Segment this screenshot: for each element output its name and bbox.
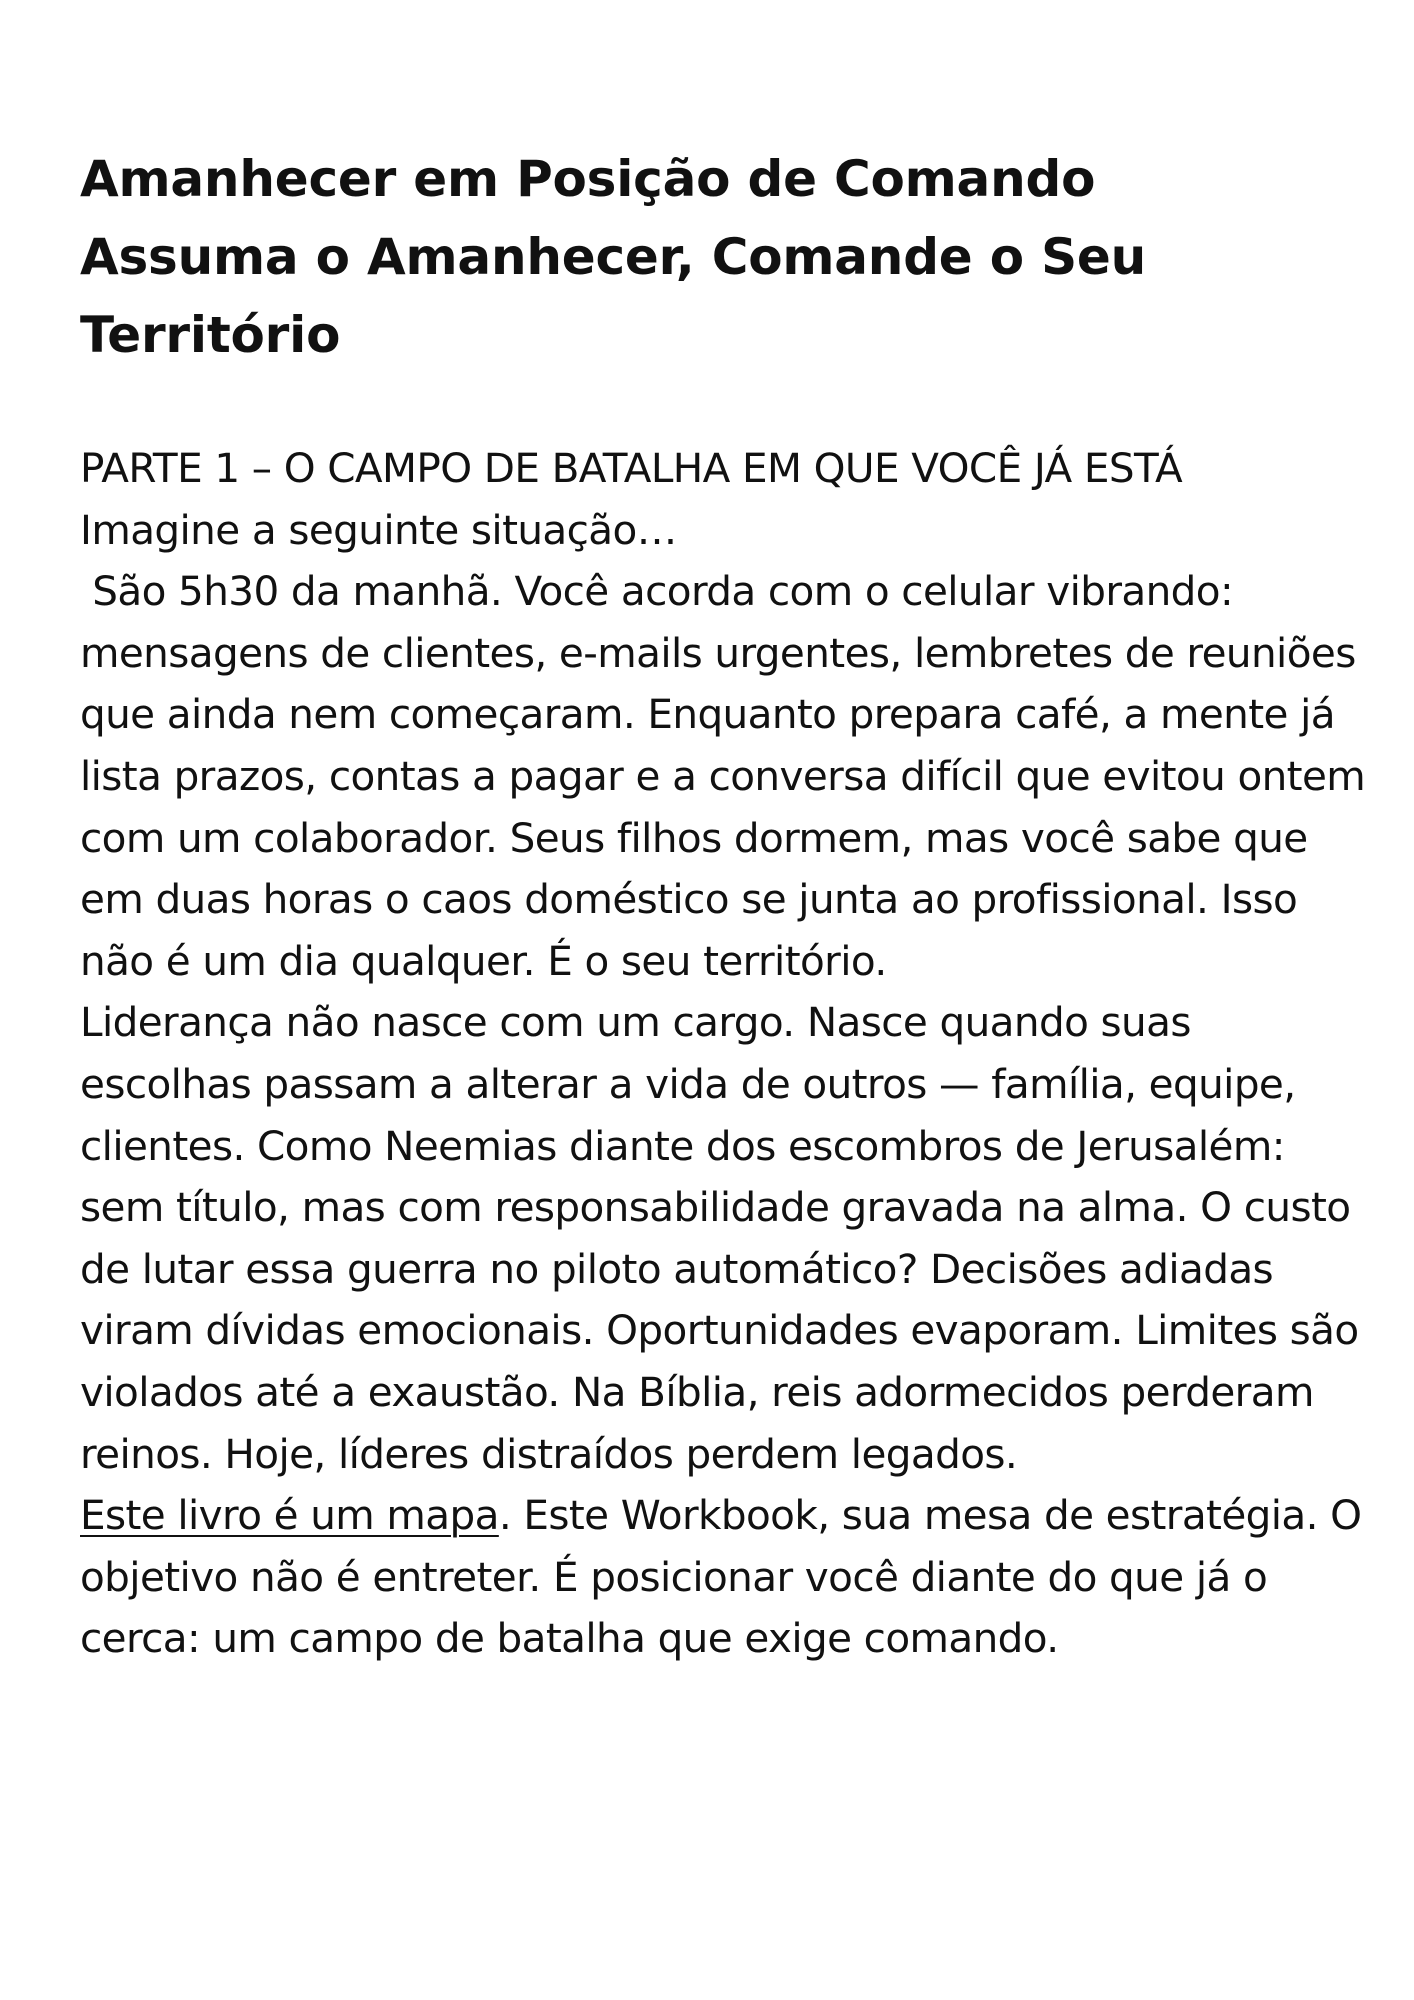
- section-heading: PARTE 1 – O CAMPO DE BATALHA EM QUE VOCÊ JÁ ESTÁ: [80, 444, 1183, 492]
- title-line-2: Assuma o Amanhecer, Comande o Seu Território: [80, 228, 1146, 364]
- paragraph-3-text: . Este Workbook, sua mesa de estratégia. O objetivo não é entreter. É posicionar você diante do que já o cerca: um campo de batalha que exige comando.: [80, 1491, 1362, 1663]
- document-page: [80, 140, 1378, 1670]
- paragraph-3: [80, 1485, 1370, 1670]
- title-line-1: Amanhecer em Posição de Comando: [80, 150, 1096, 208]
- paragraph-2: Liderança não nasce com um cargo. Nasce quando suas escolhas passam a alterar a vida de outros — família, equipe, clientes. Como Neemias diante dos escombros de Jerusalém: sem título, mas com responsabilidade gravada na alma. O custo de lutar essa guerra no piloto automático? Decisões adiadas viram dívidas emocionais. Oportunidades evaporam. Limites são violados até a exaustão. Na Bíblia, reis adormecidos perderam reinos. Hoje, líderes distraídos perdem legados.: [80, 998, 1359, 1478]
- document-title: [80, 140, 1370, 374]
- book-map-link[interactable]: Este livro é um mapa: [80, 1491, 499, 1540]
- document-body: [80, 438, 1378, 1670]
- intro-text: Imagine a seguinte situação…: [80, 505, 677, 554]
- paragraph-1: São 5h30 da manhã. Você acorda com o celular vibrando: mensagens de clientes, e-mails urgentes, lembretes de reuniões que ainda nem começaram. Enquanto prepara café, a mente já lista prazos, contas a pagar e a conversa difícil que evitou ontem com um colaborador. Seus filhos dormem, mas você sabe que em duas horas o caos doméstico se junta ao profissional. Isso não é um dia qualquer. É o seu território.: [80, 567, 1378, 985]
